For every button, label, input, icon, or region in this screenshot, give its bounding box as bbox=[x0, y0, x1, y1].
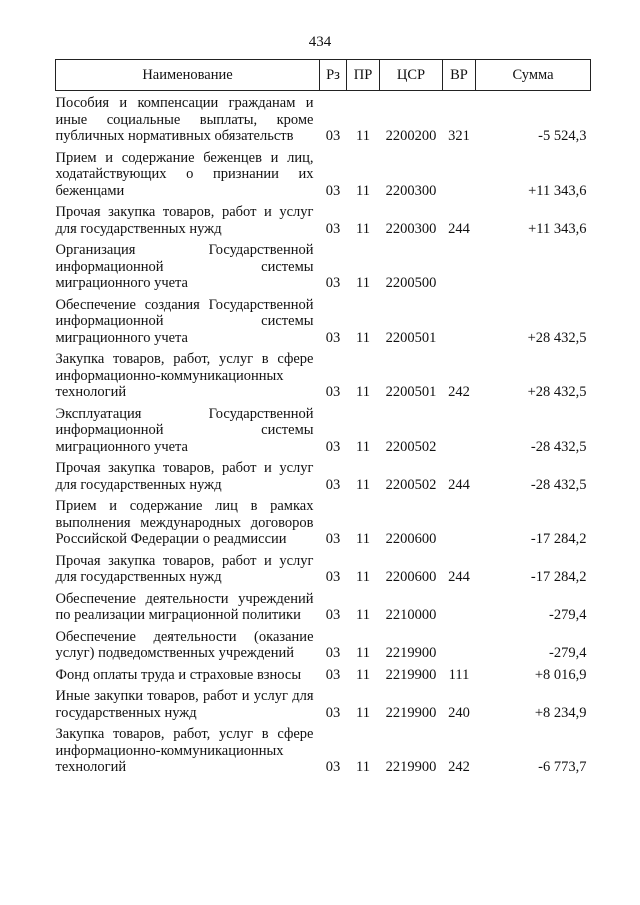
cell-csr: 2200600 bbox=[385, 531, 437, 547]
cell-sum bbox=[476, 238, 591, 293]
table-row bbox=[56, 625, 591, 663]
cell-sum: -5 524,3 bbox=[538, 128, 587, 144]
cell-csr: 2200200 bbox=[385, 128, 437, 144]
cell-csr: 2219900 bbox=[385, 704, 437, 721]
cell-rz: 03 bbox=[325, 759, 341, 775]
cell-rz: 03 bbox=[325, 607, 341, 623]
cell-rz: 03 bbox=[325, 329, 341, 346]
cell-vr: 244 bbox=[448, 569, 470, 585]
cell-pr: 11 bbox=[356, 275, 370, 291]
cell-sum: -279,4 bbox=[549, 645, 587, 661]
cell-rz: 03 bbox=[325, 275, 341, 291]
cell-csr: 2200502 bbox=[385, 476, 437, 493]
table-row bbox=[56, 91, 591, 146]
cell-name: Обеспечение создания Государственной информационной системы миграционного учета bbox=[55, 296, 314, 346]
cell-sum: +28 432,5 bbox=[527, 384, 587, 400]
cell-pr: 11 bbox=[356, 645, 370, 661]
table-row bbox=[56, 663, 591, 685]
cell-sum: +11 343,6 bbox=[528, 182, 587, 199]
cell-vr bbox=[443, 494, 476, 549]
table-row bbox=[56, 456, 591, 494]
cell-csr: 2200500 bbox=[385, 275, 437, 291]
cell-vr bbox=[443, 293, 476, 348]
table-row bbox=[56, 293, 591, 348]
table-row bbox=[56, 146, 591, 201]
cell-pr: 11 bbox=[356, 704, 370, 721]
cell-rz: 03 bbox=[325, 220, 341, 237]
cell-rz: 03 bbox=[325, 704, 341, 721]
cell-rz: 03 bbox=[325, 666, 341, 683]
cell-rz: 03 bbox=[325, 476, 341, 493]
cell-rz: 03 bbox=[325, 384, 341, 400]
table-row bbox=[56, 494, 591, 549]
cell-csr: 2200502 bbox=[385, 438, 437, 455]
cell-pr: 11 bbox=[356, 220, 370, 237]
cell-pr: 11 bbox=[356, 759, 370, 775]
cell-sum: -279,4 bbox=[549, 607, 587, 623]
cell-csr: 2210000 bbox=[385, 607, 437, 623]
cell-pr: 11 bbox=[356, 476, 370, 493]
cell-pr: 11 bbox=[356, 607, 370, 623]
cell-sum: -28 432,5 bbox=[530, 438, 587, 455]
page-number: 434 bbox=[308, 34, 332, 50]
cell-csr: 2200501 bbox=[385, 384, 437, 400]
cell-csr: 2200300 bbox=[385, 220, 437, 237]
cell-rz: 03 bbox=[325, 569, 341, 585]
cell-csr: 2200600 bbox=[385, 569, 437, 585]
table-row bbox=[56, 587, 591, 625]
cell-vr: 111 bbox=[448, 666, 470, 683]
cell-vr bbox=[443, 587, 476, 625]
cell-vr bbox=[443, 146, 476, 201]
cell-name: Закупка товаров, работ, услуг в сфере информационно-коммуникационных технологий bbox=[55, 351, 314, 400]
cell-rz: 03 bbox=[325, 128, 341, 144]
cell-pr: 11 bbox=[356, 384, 370, 400]
cell-sum: -17 284,2 bbox=[530, 531, 587, 547]
cell-pr: 11 bbox=[356, 531, 370, 547]
cell-vr: 240 bbox=[448, 704, 470, 721]
cell-name: Прочая закупка товаров, работ и услуг для государственных нужд bbox=[55, 552, 314, 585]
cell-rz: 03 bbox=[325, 438, 341, 455]
budget-table bbox=[55, 59, 591, 777]
cell-vr bbox=[443, 238, 476, 293]
header-rz: Рз bbox=[320, 60, 347, 91]
cell-vr: 244 bbox=[448, 476, 470, 493]
header-sum: Сумма bbox=[476, 60, 591, 91]
table-row bbox=[56, 347, 591, 402]
cell-rz: 03 bbox=[325, 182, 341, 199]
cell-sum: -28 432,5 bbox=[530, 476, 587, 493]
cell-sum: +8 234,9 bbox=[534, 704, 587, 721]
cell-name: Прочая закупка товаров, работ и услуг для государственных нужд bbox=[55, 460, 314, 493]
cell-csr: 2219900 bbox=[385, 645, 437, 661]
cell-vr bbox=[443, 625, 476, 663]
header-vr: ВР bbox=[443, 60, 476, 91]
table-row bbox=[56, 722, 591, 777]
cell-name: Прием и содержание лиц в рамках выполнения международных договоров Российской Федерации о реадмиссии bbox=[55, 498, 314, 547]
cell-sum: +28 432,5 bbox=[527, 329, 587, 346]
header-name: Наименование bbox=[56, 60, 320, 91]
cell-name: Прочая закупка товаров, работ и услуг для государственных нужд bbox=[55, 204, 314, 237]
cell-pr: 11 bbox=[356, 666, 370, 683]
table-row bbox=[56, 402, 591, 457]
cell-rz: 03 bbox=[325, 531, 341, 547]
table-row bbox=[56, 200, 591, 238]
cell-vr bbox=[443, 402, 476, 457]
cell-csr: 2219900 bbox=[385, 759, 437, 775]
cell-sum: +8 016,9 bbox=[534, 666, 587, 683]
cell-name: Иные закупки товаров, работ и услуг для государственных нужд bbox=[55, 688, 314, 721]
cell-name: Фонд оплаты труда и страховые взносы bbox=[55, 666, 302, 683]
cell-sum: +11 343,6 bbox=[528, 220, 587, 237]
cell-name: Прием и содержание беженцев и лиц, ходатайствующих о признании их беженцами bbox=[55, 149, 314, 199]
table-header-row bbox=[56, 60, 591, 91]
cell-vr: 242 bbox=[448, 384, 470, 400]
table-row bbox=[56, 549, 591, 587]
table-row bbox=[56, 684, 591, 722]
cell-vr: 244 bbox=[448, 220, 470, 237]
cell-sum: -17 284,2 bbox=[530, 569, 587, 585]
cell-name: Закупка товаров, работ, услуг в сфере информационно-коммуникационных технологий bbox=[55, 726, 314, 775]
cell-name: Эксплуатация Государственной информационной системы миграционного учета bbox=[55, 405, 314, 455]
cell-vr: 321 bbox=[448, 128, 470, 144]
cell-vr: 242 bbox=[448, 759, 470, 775]
cell-name: Обеспечение деятельности учреждений по реализации миграционной политики bbox=[55, 590, 314, 623]
cell-sum: -6 773,7 bbox=[538, 759, 587, 775]
cell-name: Обеспечение деятельности (оказание услуг) подведомственных учреждений bbox=[55, 628, 314, 661]
cell-csr: 2200300 bbox=[385, 182, 437, 199]
cell-pr: 11 bbox=[356, 438, 370, 455]
cell-rz: 03 bbox=[325, 645, 341, 661]
cell-pr: 11 bbox=[356, 182, 370, 199]
cell-pr: 11 bbox=[356, 128, 370, 144]
table-row bbox=[56, 238, 591, 293]
cell-name: Пособия и компенсации гражданам и иные социальные выплаты, кроме публичных нормативных обязательств bbox=[55, 95, 314, 144]
cell-csr: 2200501 bbox=[385, 329, 437, 346]
header-csr: ЦСР bbox=[380, 60, 443, 91]
cell-csr: 2219900 bbox=[385, 666, 437, 683]
cell-name: Организация Государственной информационной системы миграционного учета bbox=[55, 242, 314, 291]
cell-pr: 11 bbox=[356, 569, 370, 585]
cell-pr: 11 bbox=[356, 329, 370, 346]
header-pr: ПР bbox=[347, 60, 380, 91]
